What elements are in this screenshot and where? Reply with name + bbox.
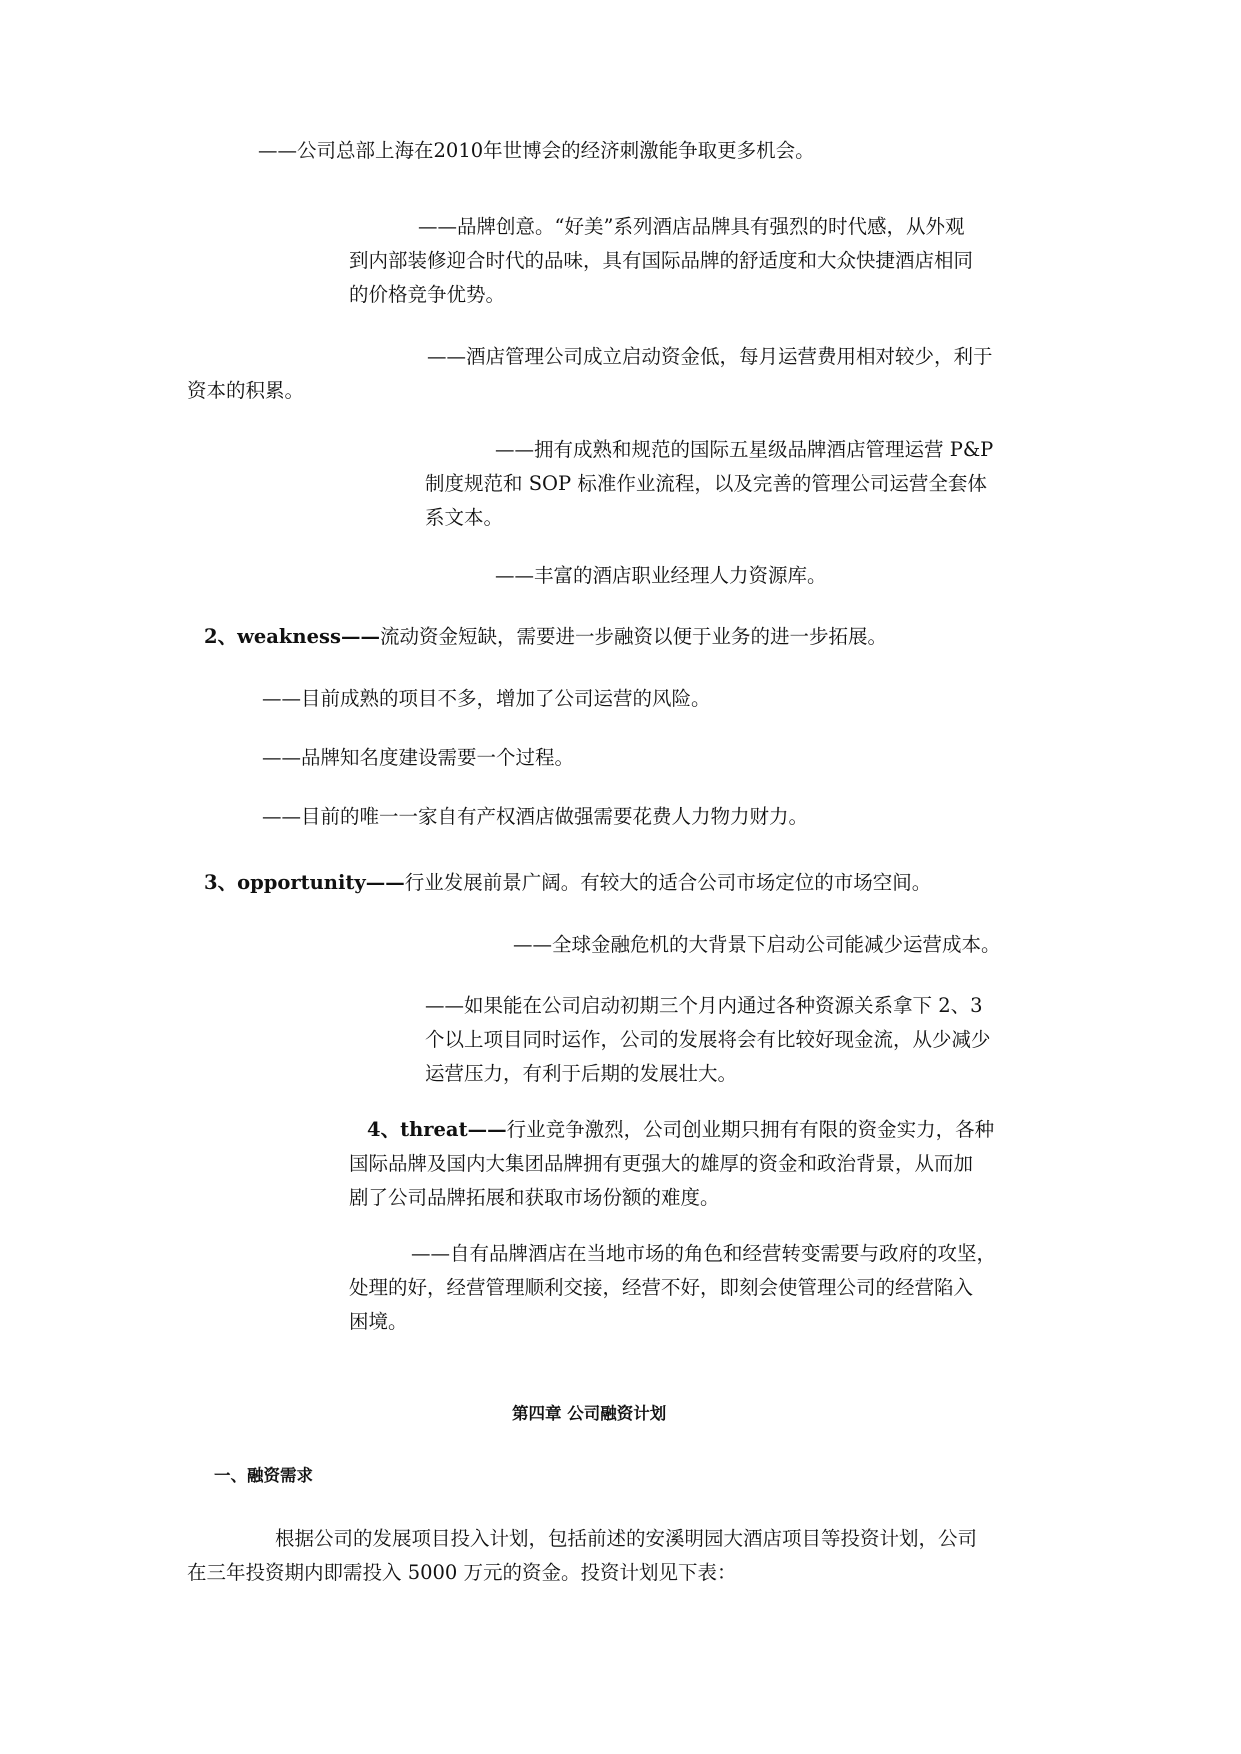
text-line: 困境。 xyxy=(349,1310,408,1333)
text-line: ——酒店管理公司成立启动资金低，每月运营费用相对较少，利于 xyxy=(427,345,993,368)
text-line: 运营压力，有利于后期的发展壮大。 xyxy=(425,1062,738,1085)
section-title: 一、融资需求 xyxy=(214,1466,313,1485)
text-line: 系文本。 xyxy=(425,506,504,529)
strength-item-expo xyxy=(258,134,815,168)
weakness-label: 2、weakness—— xyxy=(204,625,380,648)
text-line: ——品牌知名度建设需要一个过程。 xyxy=(262,746,575,769)
opportunity-item xyxy=(425,989,991,1091)
text-line: ——目前成熟的项目不多，增加了公司运营的风险。 xyxy=(262,687,711,710)
weakness-item xyxy=(262,741,574,775)
opportunity-heading xyxy=(204,866,931,900)
strength-item-standards xyxy=(425,433,993,535)
text-line: ——丰富的酒店职业经理人力资源库。 xyxy=(495,564,827,587)
threat-item xyxy=(349,1237,996,1339)
strength-item-brand xyxy=(349,210,973,312)
text-line: ——目前的唯一一家自有产权酒店做强需要花费人力物力财力。 xyxy=(262,805,809,828)
text-line: 在三年投资期内即需投入 5000 万元的资金。投资计划见下表： xyxy=(187,1561,737,1584)
chapter-title: 第四章 公司融资计划 xyxy=(512,1404,667,1423)
strength-item-low-cost xyxy=(187,340,993,408)
weakness-text: 流动资金短缺，需要进一步融资以便于业务的进一步拓展。 xyxy=(379,625,887,648)
threat-block xyxy=(349,1113,994,1215)
text-line: 处理的好，经营管理顺利交接，经营不好，即刻会使管理公司的经营陷入 xyxy=(349,1276,974,1299)
financing-paragraph xyxy=(187,1522,977,1590)
threat-label: 4、threat—— xyxy=(367,1118,507,1141)
weakness-heading xyxy=(204,620,887,654)
text-line: 个以上项目同时运作，公司的发展将会有比较好现金流，从少减少 xyxy=(425,1028,991,1051)
opportunity-item xyxy=(513,928,1001,962)
text-line: 资本的积累。 xyxy=(187,379,305,402)
text-line: ——自有品牌酒店在当地市场的角色和经营转变需要与政府的攻坚， xyxy=(411,1242,997,1265)
text-line: ——如果能在公司启动初期三个月内通过各种资源关系拿下 2、3 xyxy=(425,994,983,1017)
opportunity-text: 行业发展前景广阔。有较大的适合公司市场定位的市场空间。 xyxy=(404,871,932,894)
text-line: 根据公司的发展项目投入计划，包括前述的安溪明园大酒店项目等投资计划，公司 xyxy=(275,1527,978,1550)
text-line: 的价格竞争优势。 xyxy=(349,283,506,306)
text-line: 到内部装修迎合时代的品味，具有国际品牌的舒适度和大众快捷酒店相同 xyxy=(349,249,974,272)
weakness-item xyxy=(262,682,711,716)
text-line: ——公司总部上海在2010年世博会的经济刺激能争取更多机会。 xyxy=(258,139,815,162)
opportunity-label: 3、opportunity—— xyxy=(204,871,405,894)
text-line: 剧了公司品牌拓展和获取市场份额的难度。 xyxy=(349,1186,720,1209)
text-line: 制度规范和 SOP 标准作业流程，以及完善的管理公司运营全套体 xyxy=(425,472,987,495)
weakness-item xyxy=(262,800,808,834)
threat-text: 行业竞争激烈，公司创业期只拥有有限的资金实力，各种 xyxy=(506,1118,995,1141)
text-line: 国际品牌及国内大集团品牌拥有更强大的雄厚的资金和政治背景，从而加 xyxy=(349,1152,974,1175)
text-line: ——全球金融危机的大背景下启动公司能减少运营成本。 xyxy=(513,933,1001,956)
text-line: ——拥有成熟和规范的国际五星级品牌酒店管理运营 P&P xyxy=(495,438,994,461)
text-line: ——品牌创意。“好美”系列酒店品牌具有强烈的时代感，从外观 xyxy=(418,215,965,238)
strength-item-talent xyxy=(495,559,827,593)
